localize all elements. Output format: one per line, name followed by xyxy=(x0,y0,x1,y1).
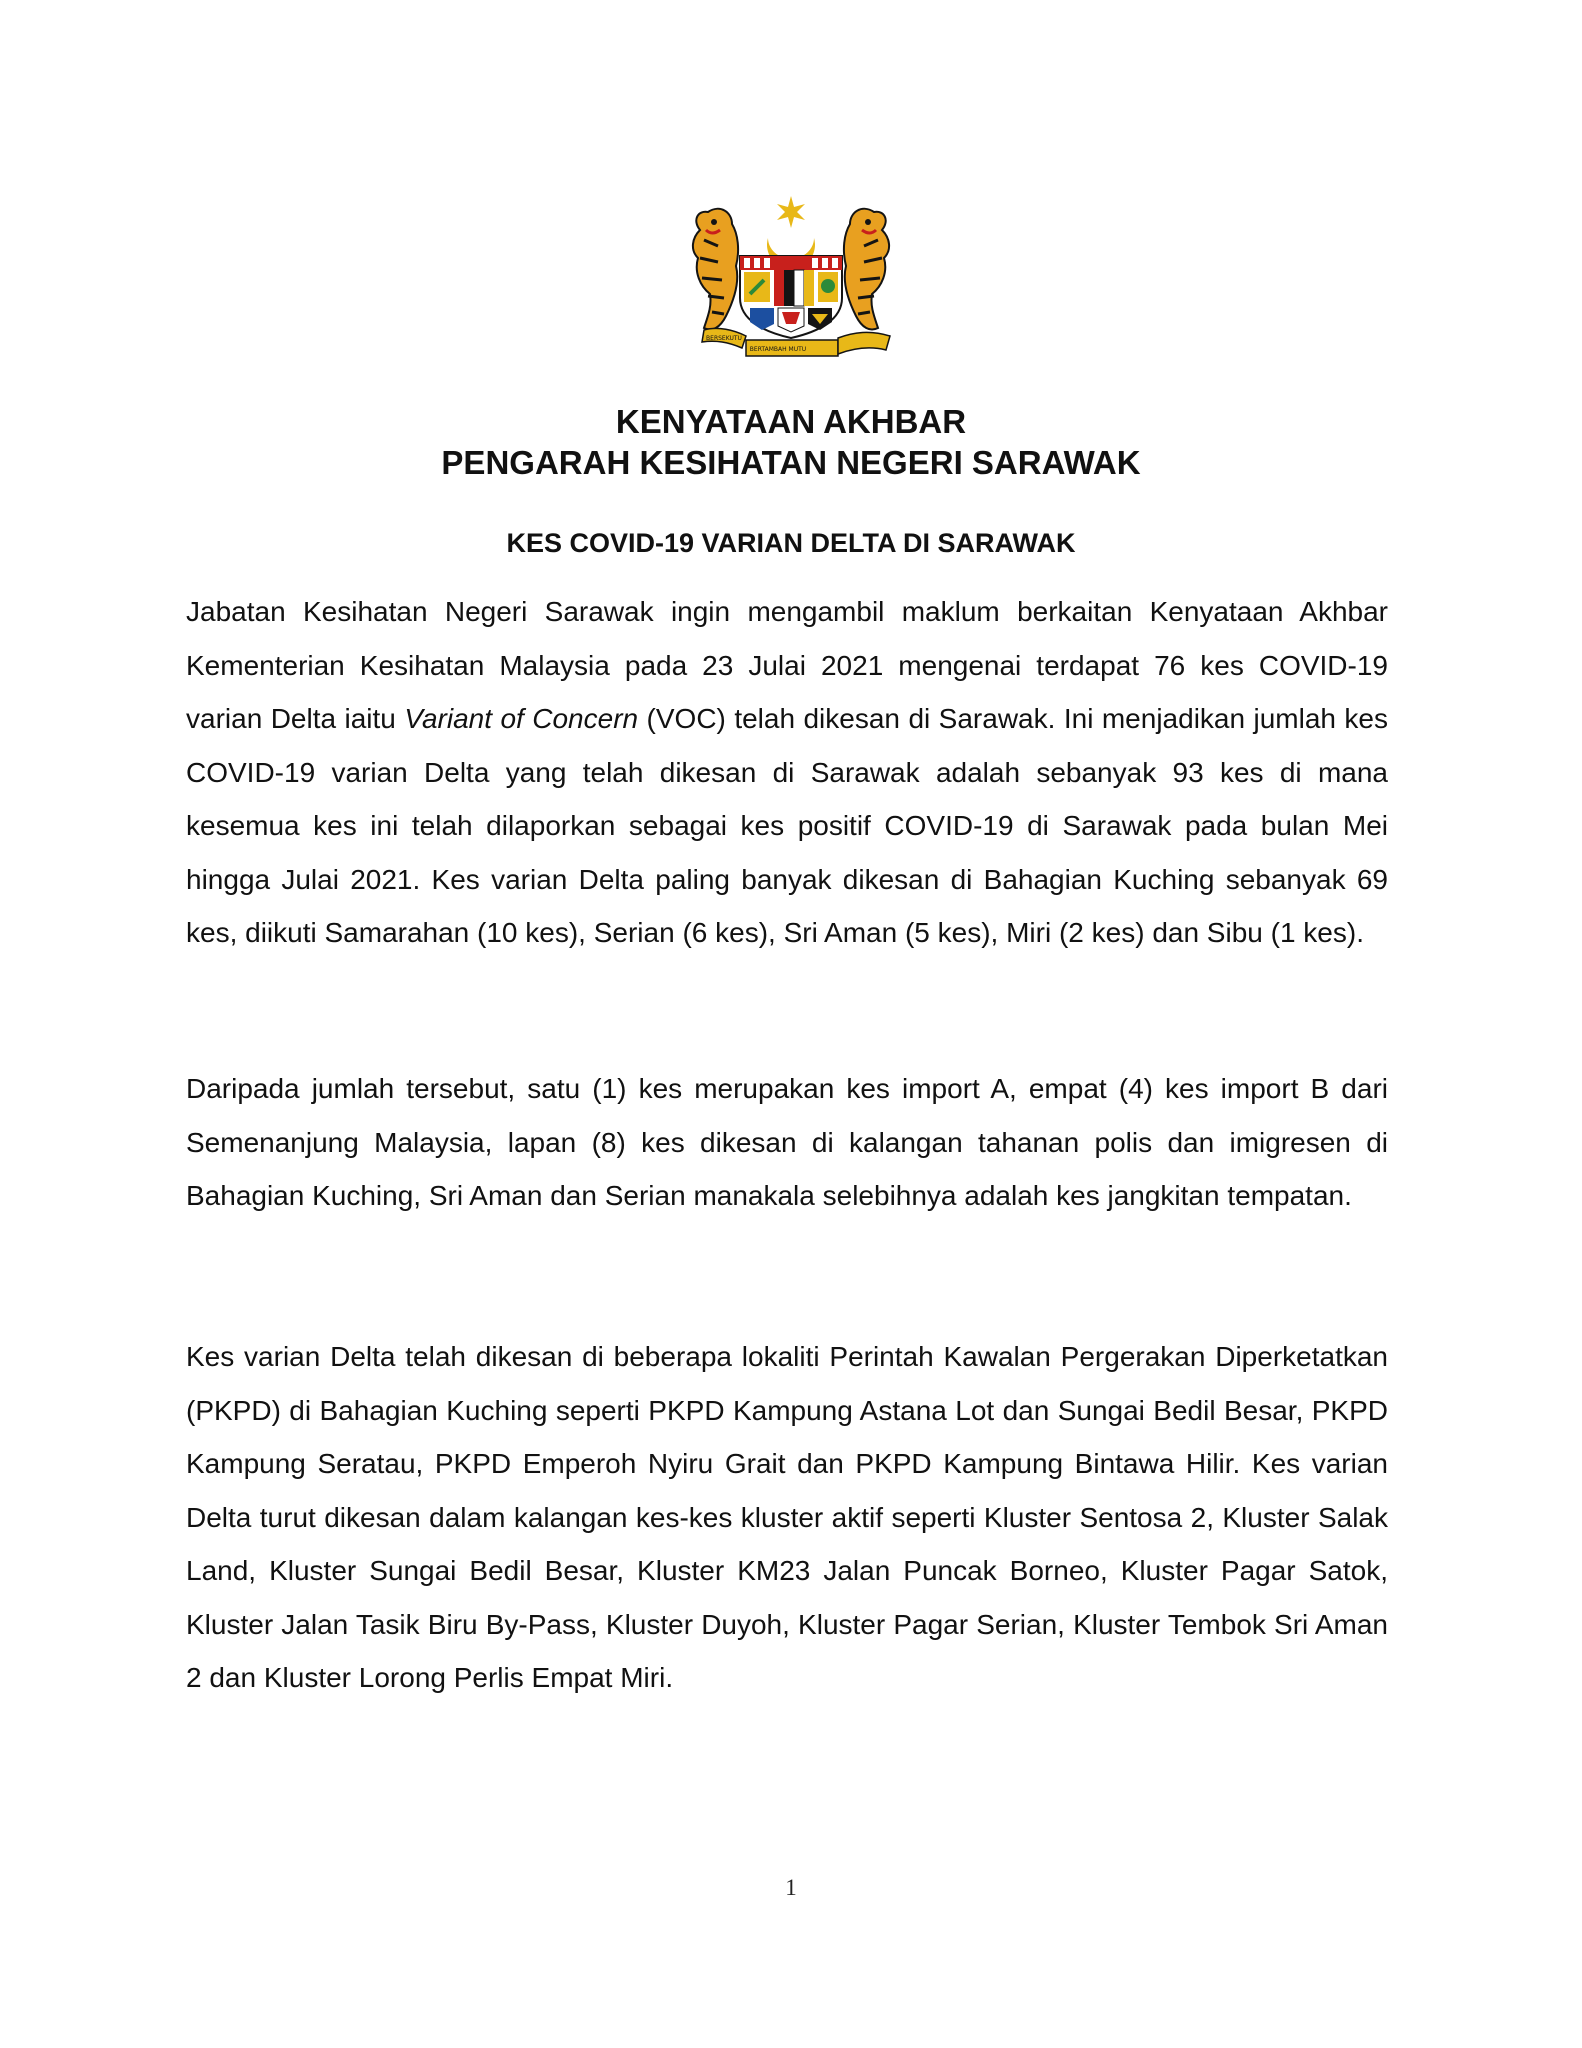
paragraph-3: Kes varian Delta telah dikesan di beberapa lokaliti Perintah Kawalan Pergerakan Diperketatkan (PKPD) di Bahagian Kuching seperti PKPD Kampung Astana Lot dan Sungai Bedil Besar, PKPD Kampung Seratau, PKPD Emperoh Nyiru Grait dan PKPD Kampung Bintawa Hilir. Kes varian Delta turut dikesan dalam kalangan kes-kes kluster aktif seperti Kluster Sentosa 2, Kluster Salak Land, Kluster Sungai Bedil Besar, Kluster KM23 Jalan Puncak Borneo, Kluster Pagar Satok, Kluster Jalan Tasik Biru By-Pass, Kluster Duyoh, Kluster Pagar Serian, Kluster Tembok Sri Aman 2 dan Kluster Lorong Perlis Empat Miri. xyxy=(186,1341,1388,1693)
paragraph-2: Daripada jumlah tersebut, satu (1) kes merupakan kes import A, empat (4) kes import B dari Semenanjung Malaysia, lapan (8) kes dikesan di kalangan tahanan polis dan imigresen di Bahagian Kuching, Sri Aman dan Serian manakala selebihnya adalah kes jangkitan tempatan. xyxy=(186,1073,1388,1211)
coat-of-arms-icon xyxy=(678,190,904,360)
paragraph-1-part-2: (VOC) telah dikesan di Sarawak. Ini menjadikan jumlah kes COVID-19 varian Delta yang telah dikesan di Sarawak adalah sebanyak 93 kes di mana kesemua kes ini telah dilaporkan sebagai kes positif COVID-19 di Sarawak pada bulan Mei hingga Julai 2021. Kes varian Delta paling banyak dikesan di Bahagian Kuching sebanyak 69 kes, diikuti Samarahan (10 kes), Serian (6 kes), Sri Aman (5 kes), Miri (2 kes) dan Sibu (1 kes). xyxy=(186,703,1389,948)
document-subtitle: KES COVID-19 VARIAN DELTA DI SARAWAK xyxy=(506,528,1076,558)
crest-motto-mid: BERTAMBAH MUTU xyxy=(749,346,807,353)
shield-icon xyxy=(740,256,842,338)
page-number: 1 xyxy=(785,1875,797,1900)
left-tiger-icon xyxy=(693,209,738,330)
paragraph-1-italic-term: Variant of Concern xyxy=(404,703,639,734)
right-tiger-icon xyxy=(844,209,889,330)
document-title-line-1: KENYATAAN AKHBAR xyxy=(615,403,967,440)
document-title-line-2: PENGARAH KESIHATAN NEGERI SARAWAK xyxy=(441,444,1141,481)
paragraph-1 xyxy=(186,585,1388,960)
crest-motto-left: BERSEKUTU xyxy=(706,335,742,342)
paragraph-1-part-1: Jabatan Kesihatan Negeri Sarawak ingin mengambil maklum berkaitan Kenyataan Akhbar Kementerian Kesihatan Malaysia pada 23 Julai 2021 mengenai terdapat 76 kes COVID-19 varian Delta iaitu xyxy=(186,596,1388,734)
